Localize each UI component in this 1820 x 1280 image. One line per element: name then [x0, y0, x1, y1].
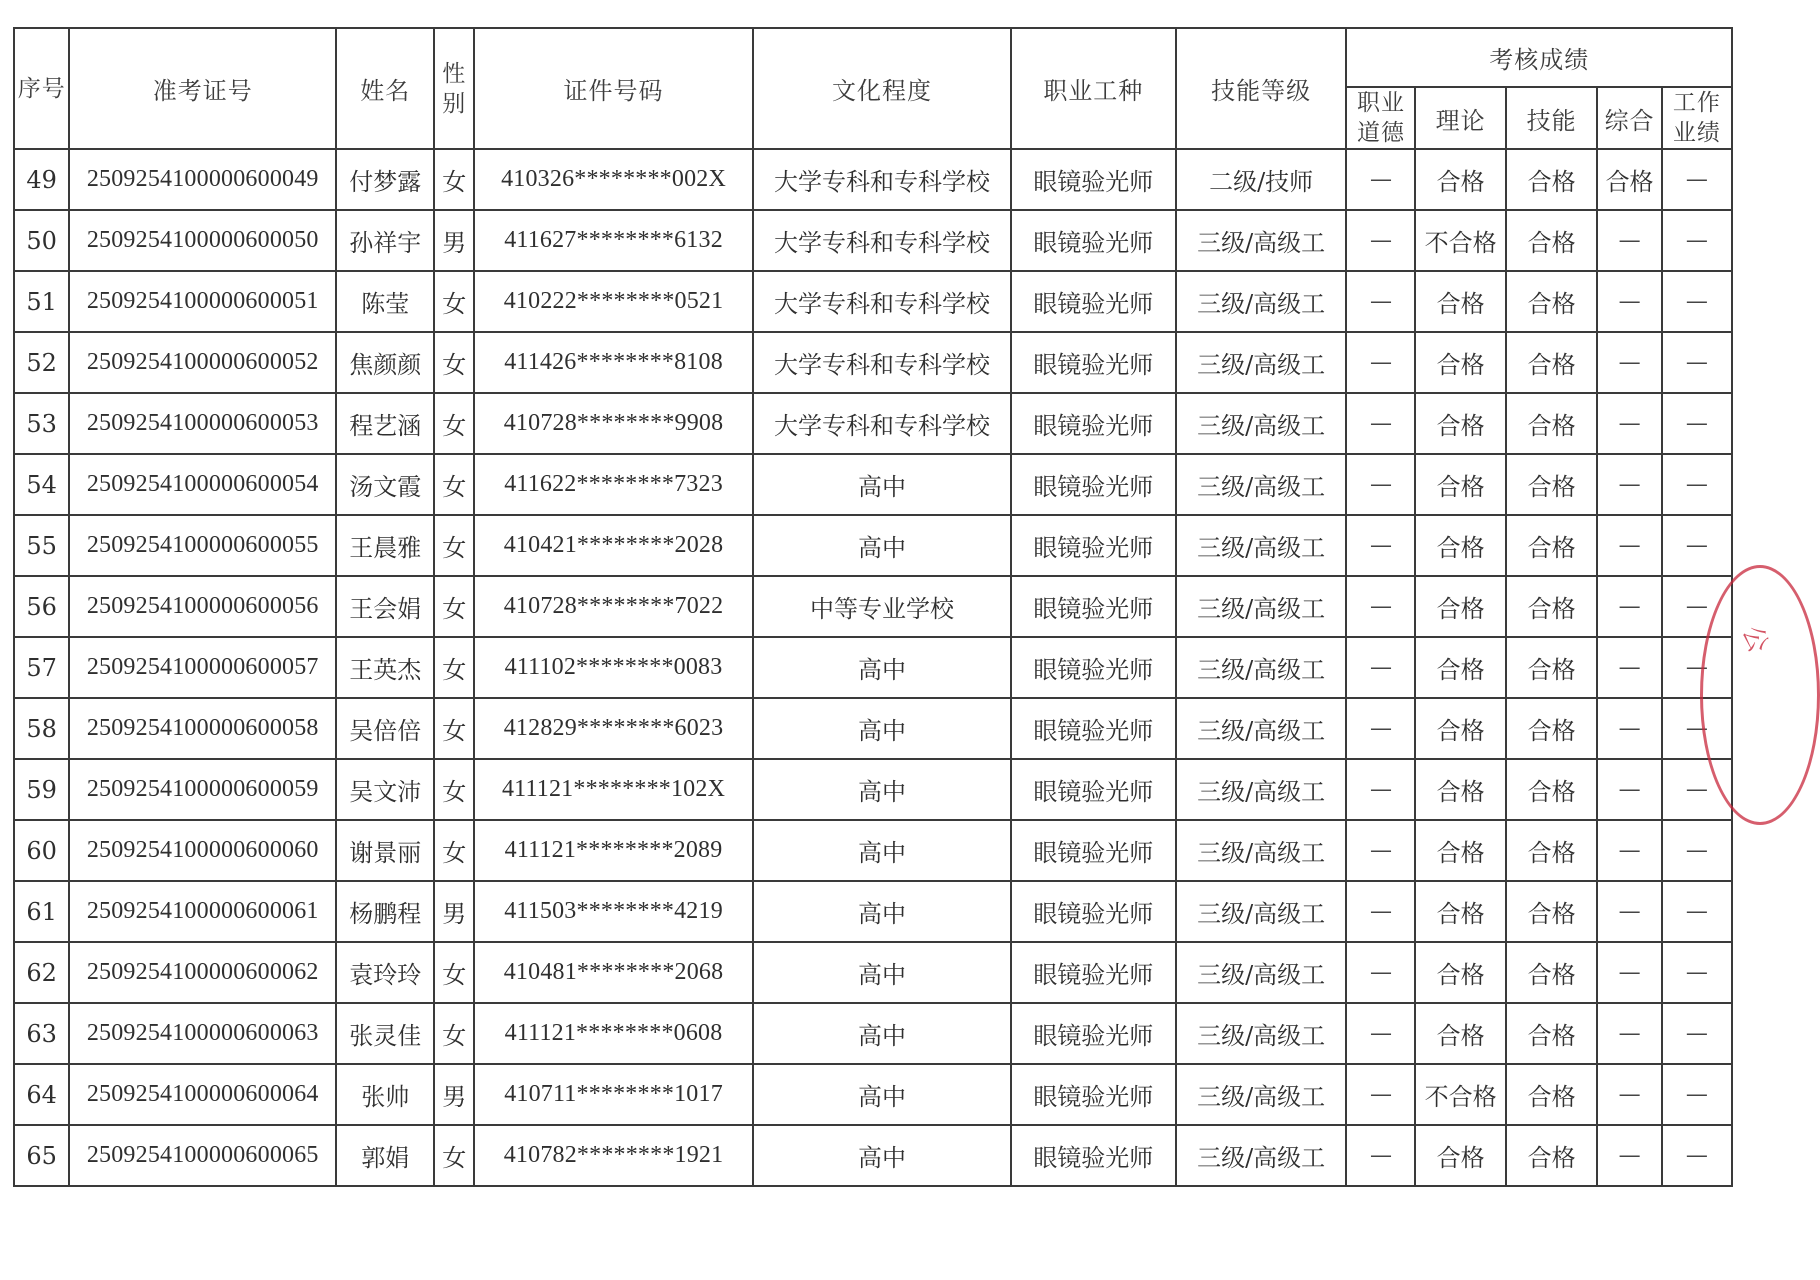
cell-skill: 合格	[1506, 881, 1598, 942]
cell-overall: —	[1597, 393, 1661, 454]
cell-ethics: —	[1346, 393, 1415, 454]
cell-ethics: —	[1346, 576, 1415, 637]
cell-name: 焦颜颜	[336, 332, 434, 393]
cell-seq: 56	[14, 576, 69, 637]
cell-theory: 合格	[1415, 271, 1505, 332]
cell-occupation: 眼镜验光师	[1011, 698, 1176, 759]
cell-skill: 合格	[1506, 1125, 1598, 1186]
table-row	[14, 881, 1732, 942]
cell-name: 王会娟	[336, 576, 434, 637]
cell-work-performance: —	[1662, 637, 1732, 698]
cell-exam-id: 2509254100000600049	[69, 149, 336, 210]
cell-overall: —	[1597, 759, 1661, 820]
cell-theory: 合格	[1415, 1125, 1505, 1186]
table-row	[14, 149, 1732, 210]
cell-gender: 女	[434, 393, 474, 454]
cell-education: 大学专科和专科学校	[753, 210, 1011, 271]
cell-seq: 49	[14, 149, 69, 210]
cell-ethics: —	[1346, 637, 1415, 698]
cell-seq: 54	[14, 454, 69, 515]
cell-ethics: —	[1346, 454, 1415, 515]
cell-skill-level: 三级/高级工	[1176, 210, 1347, 271]
cell-id-number: 410782********1921	[474, 1125, 753, 1186]
cell-overall: —	[1597, 637, 1661, 698]
cell-education: 高中	[753, 698, 1011, 759]
cell-occupation: 眼镜验光师	[1011, 1003, 1176, 1064]
cell-skill: 合格	[1506, 820, 1598, 881]
cell-education: 高中	[753, 1064, 1011, 1125]
cell-seq: 57	[14, 637, 69, 698]
table-body	[14, 149, 1732, 1186]
cell-ethics: —	[1346, 332, 1415, 393]
cell-skill-level: 三级/高级工	[1176, 576, 1347, 637]
cell-seq: 58	[14, 698, 69, 759]
cell-skill: 合格	[1506, 515, 1598, 576]
cell-seq: 55	[14, 515, 69, 576]
cell-education: 大学专科和专科学校	[753, 271, 1011, 332]
cell-skill: 合格	[1506, 271, 1598, 332]
cell-skill-level: 三级/高级工	[1176, 393, 1347, 454]
cell-education: 大学专科和专科学校	[753, 393, 1011, 454]
cell-exam-id: 2509254100000600064	[69, 1064, 336, 1125]
table-row	[14, 576, 1732, 637]
cell-theory: 合格	[1415, 454, 1505, 515]
cell-skill: 合格	[1506, 332, 1598, 393]
cell-ethics: —	[1346, 820, 1415, 881]
cell-theory: 合格	[1415, 942, 1505, 1003]
cell-name: 吴倍倍	[336, 698, 434, 759]
cell-gender: 女	[434, 759, 474, 820]
cell-seq: 62	[14, 942, 69, 1003]
cell-id-number: 411121********0608	[474, 1003, 753, 1064]
cell-skill-level: 三级/高级工	[1176, 942, 1347, 1003]
cell-name: 张帅	[336, 1064, 434, 1125]
cell-work-performance: —	[1662, 942, 1732, 1003]
cell-skill: 合格	[1506, 1003, 1598, 1064]
cell-overall: —	[1597, 271, 1661, 332]
cell-overall: —	[1597, 576, 1661, 637]
cell-name: 付梦露	[336, 149, 434, 210]
cell-occupation: 眼镜验光师	[1011, 210, 1176, 271]
cell-gender: 男	[434, 1064, 474, 1125]
table-row	[14, 332, 1732, 393]
header-overall: 综合	[1597, 87, 1661, 149]
cell-name: 汤文霞	[336, 454, 434, 515]
cell-occupation: 眼镜验光师	[1011, 942, 1176, 1003]
cell-gender: 女	[434, 698, 474, 759]
cell-theory: 合格	[1415, 637, 1505, 698]
cell-occupation: 眼镜验光师	[1011, 271, 1176, 332]
cell-work-performance: —	[1662, 759, 1732, 820]
cell-theory: 不合格	[1415, 1064, 1505, 1125]
table-header	[14, 28, 1732, 149]
cell-id-number: 410222********0521	[474, 271, 753, 332]
cell-education: 高中	[753, 1125, 1011, 1186]
cell-ethics: —	[1346, 210, 1415, 271]
cell-skill-level: 三级/高级工	[1176, 515, 1347, 576]
cell-exam-id: 2509254100000600053	[69, 393, 336, 454]
cell-gender: 女	[434, 515, 474, 576]
cell-seq: 61	[14, 881, 69, 942]
cell-work-performance: —	[1662, 881, 1732, 942]
header-name: 姓名	[336, 28, 434, 149]
cell-occupation: 眼镜验光师	[1011, 454, 1176, 515]
cell-skill-level: 三级/高级工	[1176, 1125, 1347, 1186]
cell-exam-id: 2509254100000600063	[69, 1003, 336, 1064]
cell-ethics: —	[1346, 1064, 1415, 1125]
cell-work-performance: —	[1662, 332, 1732, 393]
cell-skill: 合格	[1506, 210, 1598, 271]
cell-name: 吴文沛	[336, 759, 434, 820]
cell-seq: 60	[14, 820, 69, 881]
cell-skill-level: 三级/高级工	[1176, 332, 1347, 393]
header-id-number: 证件号码	[474, 28, 753, 149]
cell-theory: 合格	[1415, 393, 1505, 454]
cell-exam-id: 2509254100000600054	[69, 454, 336, 515]
cell-overall: —	[1597, 1125, 1661, 1186]
cell-gender: 女	[434, 942, 474, 1003]
cell-exam-id: 2509254100000600051	[69, 271, 336, 332]
cell-theory: 合格	[1415, 1003, 1505, 1064]
cell-name: 王英杰	[336, 637, 434, 698]
header-seq: 序号	[14, 28, 69, 149]
cell-name: 陈莹	[336, 271, 434, 332]
cell-exam-id: 2509254100000600052	[69, 332, 336, 393]
cell-ethics: —	[1346, 149, 1415, 210]
cell-overall: 合格	[1597, 149, 1661, 210]
table-row	[14, 454, 1732, 515]
cell-id-number: 410326********002X	[474, 149, 753, 210]
cell-overall: —	[1597, 698, 1661, 759]
cell-theory: 合格	[1415, 820, 1505, 881]
stamp-text: 公	[1736, 622, 1774, 657]
cell-gender: 女	[434, 149, 474, 210]
cell-ethics: —	[1346, 698, 1415, 759]
cell-education: 高中	[753, 515, 1011, 576]
cell-gender: 男	[434, 210, 474, 271]
header-skill: 技能	[1506, 87, 1598, 149]
cell-gender: 女	[434, 1003, 474, 1064]
cell-work-performance: —	[1662, 820, 1732, 881]
cell-name: 王晨雅	[336, 515, 434, 576]
cell-seq: 52	[14, 332, 69, 393]
cell-theory: 合格	[1415, 332, 1505, 393]
cell-skill-level: 三级/高级工	[1176, 454, 1347, 515]
cell-skill: 合格	[1506, 393, 1598, 454]
cell-gender: 男	[434, 881, 474, 942]
cell-skill-level: 三级/高级工	[1176, 759, 1347, 820]
header-scores-group: 考核成绩	[1346, 28, 1732, 87]
cell-exam-id: 2509254100000600050	[69, 210, 336, 271]
cell-seq: 53	[14, 393, 69, 454]
cell-gender: 女	[434, 332, 474, 393]
cell-skill: 合格	[1506, 576, 1598, 637]
cell-id-number: 411121********102X	[474, 759, 753, 820]
cell-ethics: —	[1346, 881, 1415, 942]
cell-seq: 65	[14, 1125, 69, 1186]
cell-seq: 59	[14, 759, 69, 820]
cell-gender: 女	[434, 637, 474, 698]
cell-id-number: 412829********6023	[474, 698, 753, 759]
cell-overall: —	[1597, 1064, 1661, 1125]
cell-gender: 女	[434, 820, 474, 881]
cell-ethics: —	[1346, 1003, 1415, 1064]
table-row	[14, 515, 1732, 576]
cell-exam-id: 2509254100000600056	[69, 576, 336, 637]
header-occupation: 职业工种	[1011, 28, 1176, 149]
cell-work-performance: —	[1662, 454, 1732, 515]
cell-id-number: 411102********0083	[474, 637, 753, 698]
table-row	[14, 210, 1732, 271]
cell-skill-level: 三级/高级工	[1176, 271, 1347, 332]
cell-name: 程艺涵	[336, 393, 434, 454]
cell-id-number: 411426********8108	[474, 332, 753, 393]
cell-overall: —	[1597, 820, 1661, 881]
cell-work-performance: —	[1662, 271, 1732, 332]
cell-theory: 合格	[1415, 515, 1505, 576]
cell-gender: 女	[434, 576, 474, 637]
header-ethics: 职业道德	[1346, 87, 1415, 149]
cell-occupation: 眼镜验光师	[1011, 881, 1176, 942]
cell-skill-level: 二级/技师	[1176, 149, 1347, 210]
cell-seq: 63	[14, 1003, 69, 1064]
cell-education: 高中	[753, 637, 1011, 698]
cell-exam-id: 2509254100000600065	[69, 1125, 336, 1186]
cell-education: 高中	[753, 881, 1011, 942]
cell-skill-level: 三级/高级工	[1176, 820, 1347, 881]
table-row	[14, 942, 1732, 1003]
cell-exam-id: 2509254100000600057	[69, 637, 336, 698]
header-work-performance: 工作业绩	[1662, 87, 1732, 149]
cell-name: 郭娟	[336, 1125, 434, 1186]
cell-education: 大学专科和专科学校	[753, 149, 1011, 210]
cell-work-performance: —	[1662, 393, 1732, 454]
cell-work-performance: —	[1662, 698, 1732, 759]
cell-skill: 合格	[1506, 759, 1598, 820]
cell-work-performance: —	[1662, 1003, 1732, 1064]
cell-occupation: 眼镜验光师	[1011, 1125, 1176, 1186]
results-table	[13, 27, 1733, 1187]
cell-skill: 合格	[1506, 942, 1598, 1003]
header-education: 文化程度	[753, 28, 1011, 149]
cell-occupation: 眼镜验光师	[1011, 515, 1176, 576]
cell-occupation: 眼镜验光师	[1011, 332, 1176, 393]
cell-exam-id: 2509254100000600058	[69, 698, 336, 759]
cell-overall: —	[1597, 210, 1661, 271]
cell-seq: 64	[14, 1064, 69, 1125]
header-gender: 性别	[434, 28, 474, 149]
table-row	[14, 1064, 1732, 1125]
cell-id-number: 411121********2089	[474, 820, 753, 881]
cell-work-performance: —	[1662, 576, 1732, 637]
header-exam-id: 准考证号	[69, 28, 336, 149]
table-row	[14, 1003, 1732, 1064]
cell-work-performance: —	[1662, 210, 1732, 271]
cell-theory: 合格	[1415, 698, 1505, 759]
cell-work-performance: —	[1662, 1125, 1732, 1186]
cell-name: 袁玲玲	[336, 942, 434, 1003]
cell-occupation: 眼镜验光师	[1011, 149, 1176, 210]
cell-occupation: 眼镜验光师	[1011, 576, 1176, 637]
cell-occupation: 眼镜验光师	[1011, 820, 1176, 881]
cell-id-number: 410728********7022	[474, 576, 753, 637]
cell-exam-id: 2509254100000600061	[69, 881, 336, 942]
cell-overall: —	[1597, 1003, 1661, 1064]
cell-name: 张灵佳	[336, 1003, 434, 1064]
cell-name: 杨鹏程	[336, 881, 434, 942]
cell-skill-level: 三级/高级工	[1176, 1064, 1347, 1125]
cell-exam-id: 2509254100000600062	[69, 942, 336, 1003]
cell-work-performance: —	[1662, 149, 1732, 210]
cell-education: 中等专业学校	[753, 576, 1011, 637]
cell-id-number: 410728********9908	[474, 393, 753, 454]
cell-id-number: 411622********7323	[474, 454, 753, 515]
cell-theory: 不合格	[1415, 210, 1505, 271]
table-row	[14, 637, 1732, 698]
cell-skill: 合格	[1506, 149, 1598, 210]
cell-skill-level: 三级/高级工	[1176, 698, 1347, 759]
cell-skill: 合格	[1506, 698, 1598, 759]
cell-id-number: 411503********4219	[474, 881, 753, 942]
cell-theory: 合格	[1415, 576, 1505, 637]
cell-overall: —	[1597, 942, 1661, 1003]
cell-work-performance: —	[1662, 1064, 1732, 1125]
cell-occupation: 眼镜验光师	[1011, 637, 1176, 698]
cell-skill-level: 三级/高级工	[1176, 1003, 1347, 1064]
header-skill-level: 技能等级	[1176, 28, 1347, 149]
cell-skill: 合格	[1506, 454, 1598, 515]
cell-ethics: —	[1346, 759, 1415, 820]
cell-overall: —	[1597, 454, 1661, 515]
cell-id-number: 410711********1017	[474, 1064, 753, 1125]
cell-occupation: 眼镜验光师	[1011, 759, 1176, 820]
cell-name: 孙祥宇	[336, 210, 434, 271]
cell-id-number: 410481********2068	[474, 942, 753, 1003]
cell-education: 高中	[753, 942, 1011, 1003]
cell-overall: —	[1597, 881, 1661, 942]
cell-theory: 合格	[1415, 759, 1505, 820]
cell-gender: 女	[434, 1125, 474, 1186]
cell-theory: 合格	[1415, 149, 1505, 210]
cell-education: 高中	[753, 759, 1011, 820]
cell-ethics: —	[1346, 942, 1415, 1003]
cell-ethics: —	[1346, 271, 1415, 332]
cell-overall: —	[1597, 515, 1661, 576]
cell-exam-id: 2509254100000600055	[69, 515, 336, 576]
cell-seq: 51	[14, 271, 69, 332]
table-row	[14, 820, 1732, 881]
cell-gender: 女	[434, 454, 474, 515]
cell-ethics: —	[1346, 515, 1415, 576]
cell-theory: 合格	[1415, 881, 1505, 942]
table-row	[14, 698, 1732, 759]
header-theory: 理论	[1415, 87, 1505, 149]
cell-education: 高中	[753, 1003, 1011, 1064]
cell-ethics: —	[1346, 1125, 1415, 1186]
cell-id-number: 410421********2028	[474, 515, 753, 576]
cell-exam-id: 2509254100000600059	[69, 759, 336, 820]
cell-overall: —	[1597, 332, 1661, 393]
table-row	[14, 271, 1732, 332]
cell-education: 高中	[753, 820, 1011, 881]
cell-exam-id: 2509254100000600060	[69, 820, 336, 881]
cell-work-performance: —	[1662, 515, 1732, 576]
table-row	[14, 1125, 1732, 1186]
cell-id-number: 411627********6132	[474, 210, 753, 271]
stamp-ring	[1700, 565, 1820, 825]
official-stamp	[1700, 560, 1774, 830]
cell-name: 谢景丽	[336, 820, 434, 881]
cell-skill: 合格	[1506, 1064, 1598, 1125]
cell-skill-level: 三级/高级工	[1176, 881, 1347, 942]
cell-occupation: 眼镜验光师	[1011, 393, 1176, 454]
cell-skill-level: 三级/高级工	[1176, 637, 1347, 698]
cell-education: 大学专科和专科学校	[753, 332, 1011, 393]
cell-gender: 女	[434, 271, 474, 332]
table-row	[14, 393, 1732, 454]
table-row	[14, 759, 1732, 820]
cell-skill: 合格	[1506, 637, 1598, 698]
cell-occupation: 眼镜验光师	[1011, 1064, 1176, 1125]
cell-seq: 50	[14, 210, 69, 271]
cell-education: 高中	[753, 454, 1011, 515]
